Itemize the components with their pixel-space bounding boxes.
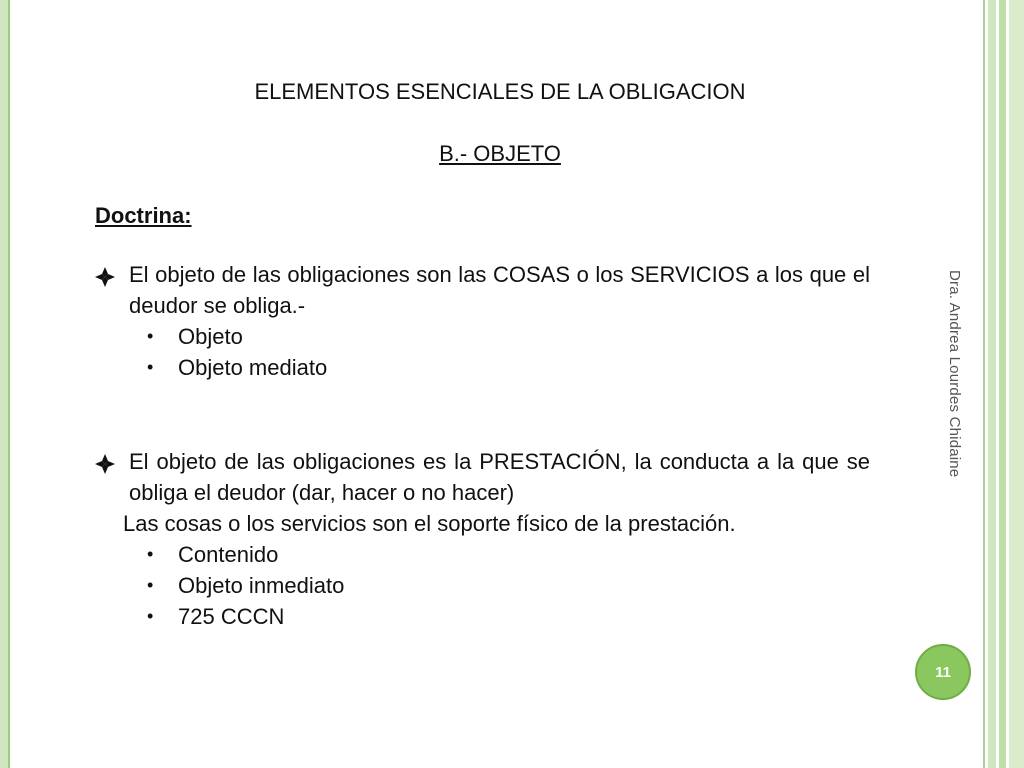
author-vertical-text: Dra. Andrea Lourdes Chidaine <box>946 270 963 478</box>
subtitle-text: B.- OBJETO <box>439 141 561 166</box>
right-border-bar <box>999 0 1006 768</box>
list-item-text: Objeto <box>178 324 243 349</box>
diamond-bullet-icon <box>95 454 115 474</box>
list-item <box>95 601 870 632</box>
page-number-badge <box>915 644 971 700</box>
page-number: 11 <box>935 663 951 681</box>
list-item-text: 725 CCCN <box>178 604 285 629</box>
slide-title: ELEMENTOS ESENCIALES DE LA OBLIGACION <box>254 79 746 104</box>
bullet-dot: • <box>147 606 154 626</box>
content-block-1 <box>95 259 870 383</box>
bullet-dot: • <box>147 575 154 595</box>
list-item-text: Contenido <box>178 542 279 567</box>
section-heading: Doctrina: <box>95 203 192 228</box>
left-border-outer <box>0 0 8 768</box>
diamond-paragraph <box>95 259 870 321</box>
diamond-paragraph <box>95 446 870 508</box>
bullet-dot: • <box>147 357 154 377</box>
list-item <box>95 352 870 383</box>
paragraph-text: El objeto de las obligaciones es la PRESTACIÓN, la conducta a la que se obliga el deudor (dar, hacer o no hacer) <box>129 449 870 505</box>
bullet-list <box>95 321 870 383</box>
list-item-text: Objeto inmediato <box>178 573 345 598</box>
bullet-dot: • <box>147 544 154 564</box>
list-item-text: Objeto mediato <box>178 355 328 380</box>
list-item <box>95 321 870 352</box>
list-item <box>95 539 870 570</box>
right-border-bar <box>988 0 996 768</box>
content-block-2 <box>95 446 870 632</box>
note-text: Las cosas o los servicios son el soporte físico de la prestación. <box>123 511 736 536</box>
right-border-line <box>983 0 985 768</box>
slide-subtitle <box>120 141 880 167</box>
paragraph-text: El objeto de las obligaciones son las COSAS o los SERVICIOS a los que el deudor se obliga.- <box>129 262 870 318</box>
bullet-dot: • <box>147 326 154 346</box>
bullet-list <box>95 539 870 632</box>
right-border-bar <box>1009 0 1024 768</box>
left-border-inner <box>8 0 10 768</box>
diamond-bullet-icon <box>95 267 115 287</box>
list-item <box>95 570 870 601</box>
